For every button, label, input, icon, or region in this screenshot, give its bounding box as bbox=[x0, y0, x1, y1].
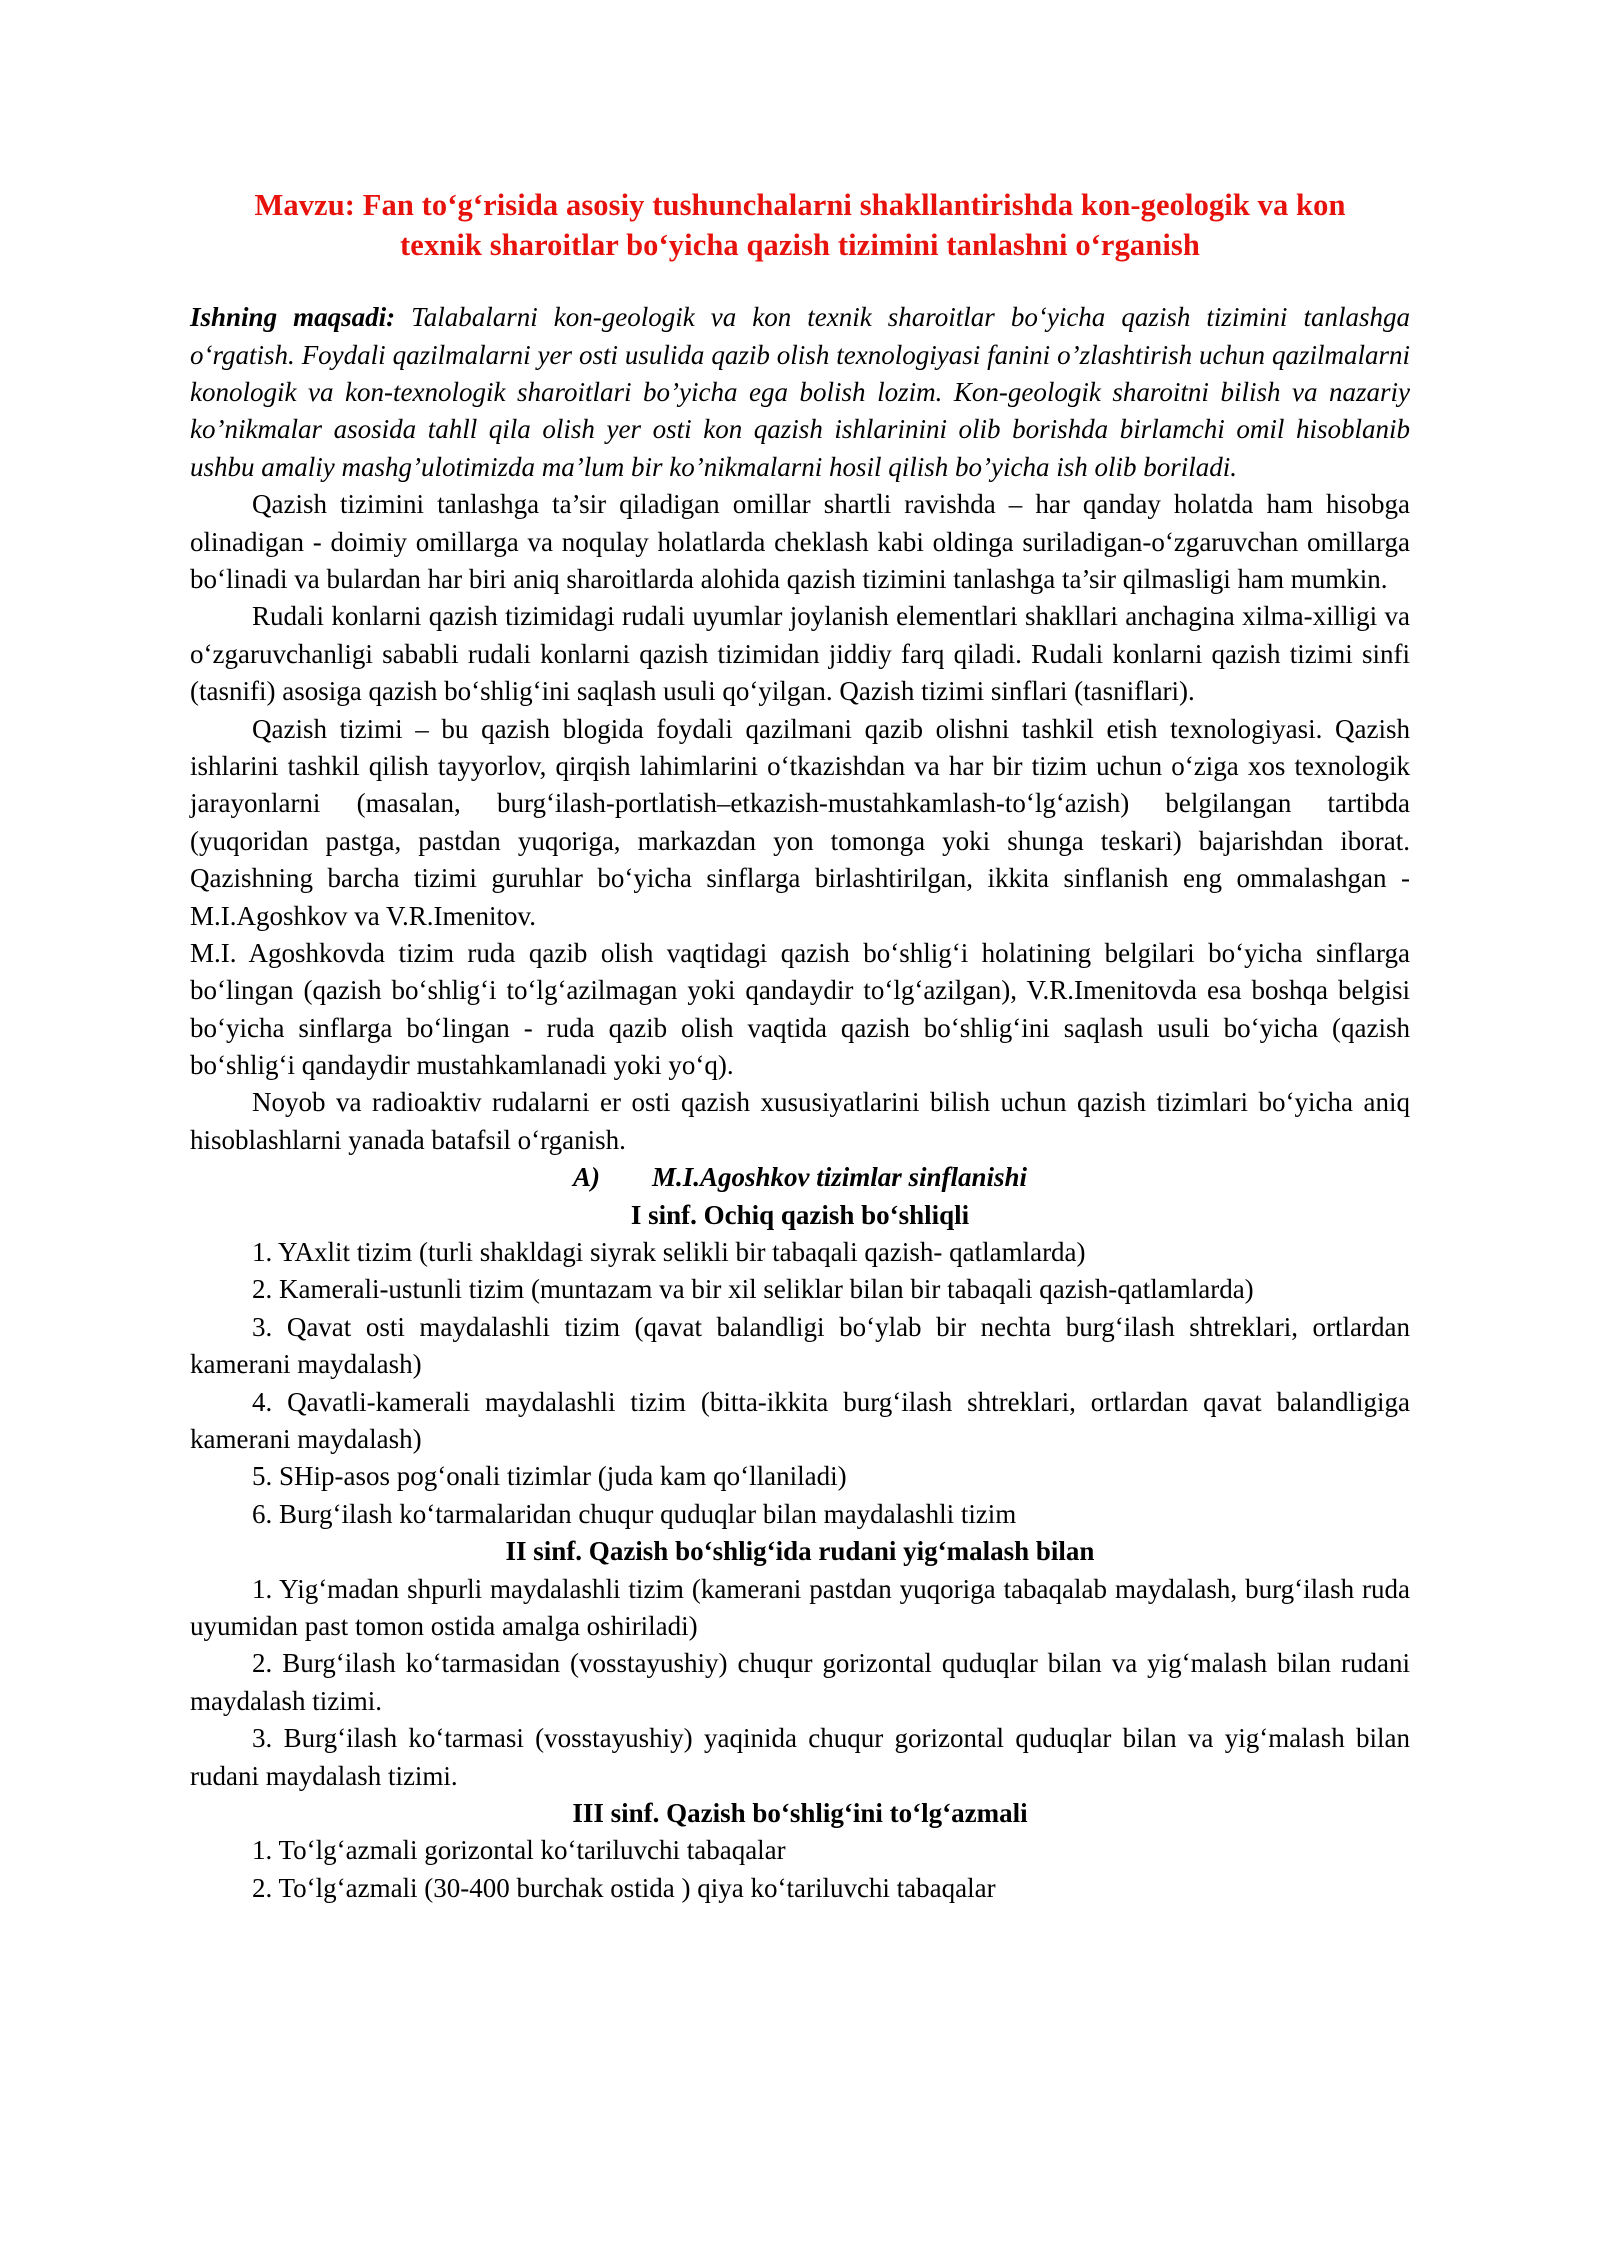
body-paragraph-2: Rudali konlarni qazish tizimidagi rudali uyumlar joylanish elementlari shakllari anchagina xilma-xilligi va o‘zgaruvchanligi sababli rudali konlarni qazish tizimidan jiddiy farq qiladi. Rudali konlarni qazish tizimi sinfi (tasnifi) asosiga qazish bo‘shlig‘ini saqlash usuli qo‘yilgan. Qazish tizimi sinflari (tasniflari). bbox=[190, 601, 1410, 707]
list-item: 3. Burg‘ilash ko‘tarmasi (vosstayushiy) yaqinida chuqur gorizontal quduqlar bilan va yig‘malash bilan rudani maydalash tizimi. bbox=[190, 1723, 1410, 1791]
page-title bbox=[190, 186, 1410, 265]
intro-lead-label: Ishning maqsadi: bbox=[190, 302, 396, 333]
class-heading-ii: II sinf. Qazish bo‘shlig‘ida rudani yig‘malash bilan bbox=[505, 1536, 1095, 1567]
section-a-letter: A) bbox=[572, 1162, 600, 1193]
class-heading-i: I sinf. Ochiq qazish bo‘shliqli bbox=[630, 1199, 970, 1230]
list-item: 1. YAxlit tizim (turli shakldagi siyrak selikli bir tabaqali qazish- qatlamlarda) bbox=[252, 1237, 1086, 1268]
intro-body-text: Talabalarni kon-geologik va kon texnik sharoitlar bo‘yicha qazish tizimini tanlashga o‘rgatish. Foydali qazilmalarni yer osti usulida qazib olish texnologiyasi fanini o’zlashtirish uchun qazilmalarni konologik va kon-texnologik sharoitlari bo’yicha ega bolish lozim. Kon-geologik sharoitni bilish va nazariy ko’nikmalar asosida tahll qila olish yer osti kon qazish ishlarinini olib borishda birlamchi omil hisoblanib ushbu amaliy mashg’ulotimizda ma’lum bir ko’nikmalarni hosil qilish bo’yicha ish olib boriladi. bbox=[190, 302, 1410, 482]
section-a-heading bbox=[190, 1159, 1410, 1196]
body-paragraph-noyob: Noyob va radioaktiv rudalarni er osti qazish xususiyatlarini bilish uchun qazish tizimlari bo‘yicha aniq hisoblashlarni yanada batafsil o‘rganish. bbox=[190, 1087, 1410, 1155]
list-item: 2. Kamerali-ustunli tizim (muntazam va bir xil seliklar bilan bir tabaqali qazish-qatlamlarda) bbox=[252, 1274, 1254, 1305]
page-title-line-1: Mavzu: Fan to‘g‘risida asosiy tushunchalarni shakllantirishda kon-geologik va kon bbox=[254, 188, 1346, 222]
list-item: 5. SHip-asos pog‘onali tizimlar (juda kam qo‘llaniladi) bbox=[252, 1461, 847, 1492]
list-item: 2. To‘lg‘azmali (30-400 burchak ostida ) qiya ko‘tariluvchi tabaqalar bbox=[252, 1872, 996, 1903]
body-paragraph-1: Qazish tizimini tanlashga ta’sir qiladigan omillar shartli ravishda – har qanday holatda ham hisobga olinadigan - doimiy omillarga va noqulay holatlarda cheklash kabi oldinga suriladigan-o‘zgaruvchan omillarga bo‘linadi va bulardan har biri aniq sharoitlarda alohida qazish tizimini tanlashga ta’sir qilmasligi ham mumkin. bbox=[190, 489, 1410, 595]
list-item: 3. Qavat osti maydalashli tizim (qavat balandligi bo‘ylab bir nechta burg‘ilash shtreklari, ortlardan kamerani maydalash) bbox=[190, 1311, 1410, 1380]
list-item: 4. Qavatli-kamerali maydalashli tizim (bitta-ikkita burg‘ilash shtreklari, ortlardan qavat balandligiga kamerani maydalash) bbox=[190, 1386, 1410, 1454]
list-item: 6. Burg‘ilash ko‘tarmalaridan chuqur quduqlar bilan maydalashli tizim bbox=[252, 1498, 1017, 1529]
body-paragraph-3: Qazish tizimi – bu qazish blogida foydali qazilmani qazib olishni tashkil etish texnologiyasi. Qazish ishlarini tashkil qilish tayyorlov, qirqish lahimlarini o‘tkazishdan va har bir tizim uchun o‘ziga xos texnologik jarayonlarni (masalan, burg‘ilash-portlatish–etkazish-mustahkamlash-to‘lg‘azish) belgilangan tartibda (yuqoridan pastga, pastdan yuqoriga, markazdan yon tomonga yoki shunga teskari) bajarishdan iborat. Qazishning barcha tizimi guruhlar bo‘yicha sinflarga birlashtirilgan, ikkita sinflanish eng ommalashgan - M.I.Agoshkov va V.R.Imenitov. bbox=[190, 713, 1410, 931]
list-item: 2. Burg‘ilash ko‘tarmasidan (vosstayushiy) chuqur gorizontal quduqlar bilan va yig‘malash bilan rudani maydalash tizimi. bbox=[190, 1648, 1410, 1716]
class-heading-iii: III sinf. Qazish bo‘shlig‘ini to‘lg‘azmali bbox=[572, 1797, 1028, 1828]
list-item: 1. Yig‘madan shpurli maydalashli tizim (kamerani pastdan yuqoriga tabaqalab maydalash, burg‘ilash ruda uyumidan past tomon ostida amalga oshiriladi) bbox=[190, 1573, 1410, 1641]
intro-paragraph bbox=[190, 299, 1410, 486]
list-item: 1. To‘lg‘azmali gorizontal ko‘tariluvchi tabaqalar bbox=[252, 1835, 786, 1866]
body-paragraph-agoshkovda: M.I. Agoshkovda tizim ruda qazib olish vaqtidagi qazish bo‘shlig‘i holatining belgilari bo‘yicha sinflarga bo‘lingan (qazish bo‘shlig‘i to‘lg‘azilmagan yoki qandaydir to‘lg‘azilgan), V.R.Imenitovda esa boshqa belgisi bo‘yicha sinflarga bo‘lingan - ruda qazib olish vaqtida qazish bo‘shlig‘ini saqlash usuli bo‘yicha (qazish bo‘shlig‘i qandaydir mustahkamlanadi yoki yo‘q). bbox=[190, 937, 1410, 1081]
page-title-line-2: texnik sharoitlar bo‘yicha qazish tizimini tanlashni o‘rganish bbox=[400, 227, 1200, 262]
section-a-title: M.I.Agoshkov tizimlar sinflanishi bbox=[651, 1162, 1028, 1193]
